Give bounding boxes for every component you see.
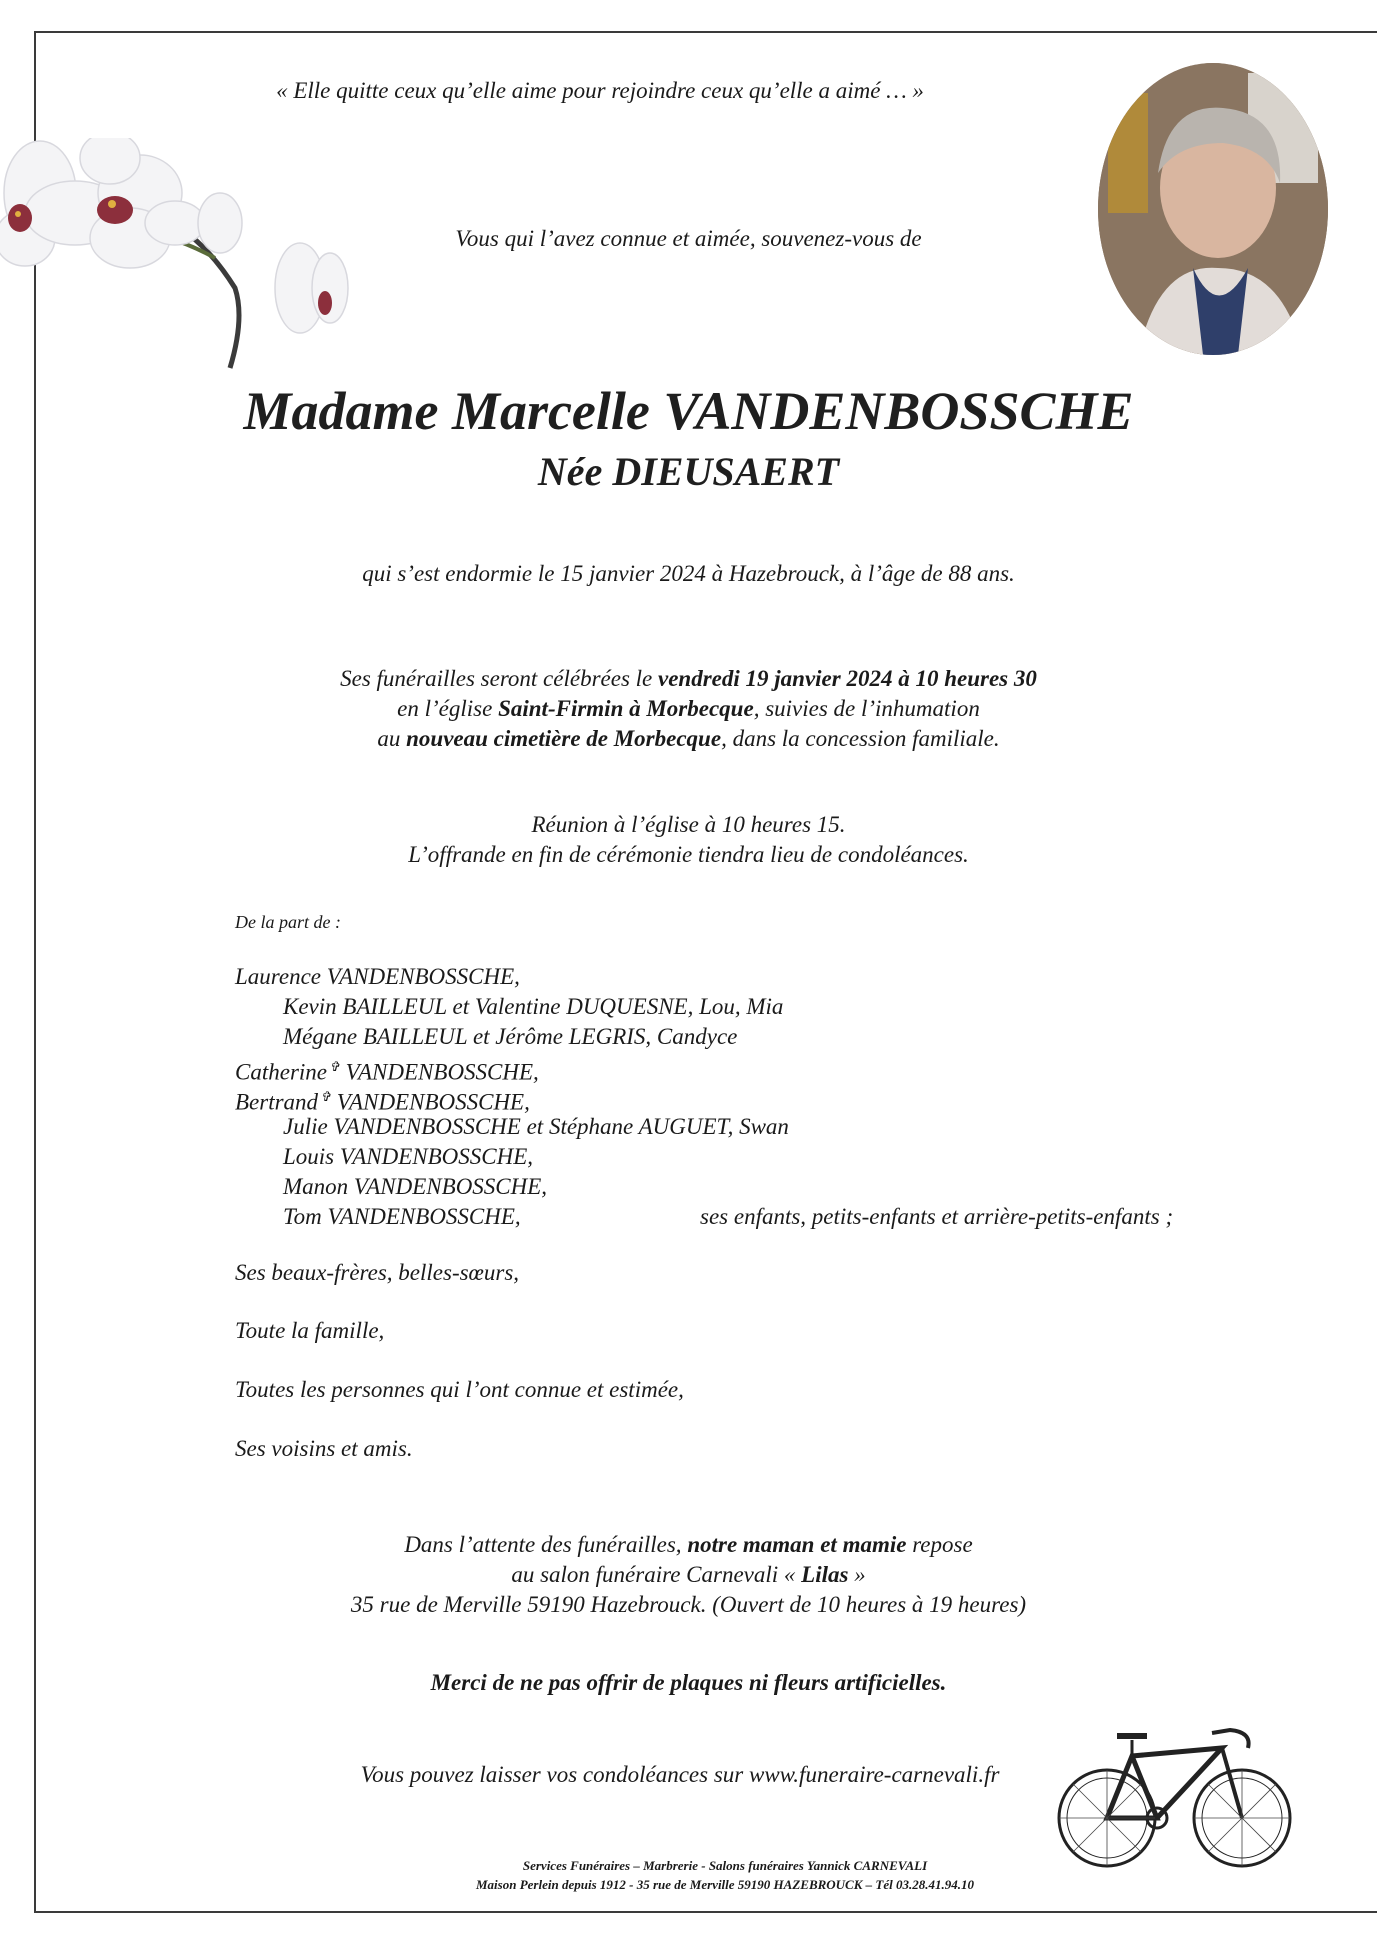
family-member-surname: VANDENBOSSCHE,	[339, 1059, 539, 1085]
no-flowers-notice: Merci de ne pas offrir de plaques ni fleurs artificielles.	[430, 1670, 947, 1695]
family-member-name: Louis VANDENBOSSCHE,	[283, 1144, 534, 1169]
family-member-name: Catherine	[235, 1059, 327, 1085]
repose-mother-label: notre maman et mamie	[687, 1532, 907, 1557]
orchid-flower-icon	[0, 138, 350, 373]
family-relation: ses enfants, petits-enfants et arrière-petits-enfants ;	[700, 1204, 1174, 1229]
funeral-line-3-end: , dans la concession familiale.	[721, 726, 1000, 751]
family-member-name: Kevin BAILLEUL et Valentine DUQUESNE, Lou, Mia	[283, 994, 784, 1019]
funeral-line-3	[0, 724, 1377, 754]
family-member	[235, 1142, 1235, 1172]
reunion-line-1: Réunion à l’église à 10 heures 15.	[531, 812, 846, 837]
in-laws-line: Ses beaux-frères, belles-sœurs,	[235, 1260, 520, 1285]
condolences-website: Vous pouvez laisser vos condoléances sur www.funeraire-carnevali.fr	[360, 1762, 1000, 1787]
salon-address: 35 rue de Merville 59190 Hazebrouck. (Ouvert de 10 heures à 19 heures)	[350, 1592, 1027, 1617]
family-member	[235, 1022, 1235, 1052]
from-label: De la part de :	[235, 912, 341, 932]
funeral-line-3-text: au	[377, 726, 407, 751]
funeral-date: vendredi 19 janvier 2024 à 10 heures 30	[658, 666, 1037, 691]
footer-company: Services Funéraires – Marbrerie - Salons funéraires Yannick CARNEVALI	[522, 1858, 928, 1873]
portrait-figure-icon	[1098, 63, 1328, 355]
funeral-line-2-end: , suivies de l’inhumation	[753, 696, 980, 721]
epigraph-quote: « Elle quitte ceux qu’elle aime pour rejoindre ceux qu’elle a aimé … »	[276, 78, 924, 103]
footer-address: Maison Perlein depuis 1912 - 35 rue de Merville 59190 HAZEBROUCK – Tél 03.28.41.94.10	[476, 1877, 974, 1892]
family-member-name: Laurence VANDENBOSSCHE,	[235, 964, 520, 989]
funeral-church: Saint-Firmin à Morbecque	[498, 696, 754, 721]
repose-line-1-text: Dans l’attente des funérailles,	[404, 1532, 688, 1557]
funeral-cemetery: nouveau cimetière de Morbecque	[406, 726, 722, 751]
funeral-line-1	[0, 664, 1377, 694]
repose-line-1	[0, 1530, 1377, 1560]
deceased-cross-icon: ✞	[320, 1089, 331, 1104]
family-member	[235, 992, 1235, 1022]
funeral-line-2-text: en l’église	[397, 696, 499, 721]
neighbours-line: Ses voisins et amis.	[235, 1436, 413, 1461]
reunion-line-2: L’offrande en fin de cérémonie tiendra lieu de condoléances.	[408, 842, 969, 867]
deceased-name: Madame Marcelle VANDENBOSSCHE	[243, 381, 1134, 441]
family-member	[235, 1172, 1235, 1202]
repose-line-2	[0, 1560, 1377, 1590]
repose-line-2-end: »	[848, 1562, 866, 1587]
family-member-name: Mégane BAILLEUL et Jérôme LEGRIS, Candyce	[283, 1024, 738, 1049]
funeral-details	[0, 664, 1377, 754]
death-notice: qui s’est endormie le 15 janvier 2024 à Hazebrouck, à l’âge de 88 ans.	[362, 561, 1015, 586]
repose-line-2-text: au salon funéraire Carnevali «	[511, 1562, 802, 1587]
intro-text: Vous qui l’avez connue et aimée, souvenez-vous de	[455, 226, 922, 251]
family-member	[235, 1082, 1235, 1115]
reunion-details	[0, 810, 1377, 870]
family-member-name: Julie VANDENBOSSCHE et Stéphane AUGUET, Swan	[283, 1114, 789, 1139]
funeral-line-2	[0, 694, 1377, 724]
deceased-birth-name: Née DIEUSAERT	[537, 449, 840, 494]
deceased-portrait-photo	[1098, 63, 1328, 355]
funeral-line-1-text: Ses funérailles seront célébrées le	[340, 666, 658, 691]
family-member-name: Tom VANDENBOSSCHE,	[283, 1204, 521, 1229]
family-line: Toute la famille,	[235, 1318, 385, 1343]
acquaintances-line: Toutes les personnes qui l’ont connue et estimée,	[235, 1377, 684, 1402]
salon-name: Lilas	[801, 1562, 849, 1587]
deceased-cross-icon: ✞	[329, 1059, 340, 1074]
bicycle-icon	[1052, 1718, 1298, 1873]
family-member-surname: VANDENBOSSCHE,	[330, 1089, 530, 1115]
family-member	[235, 962, 1235, 992]
family-list	[235, 962, 1235, 1232]
family-member	[235, 1052, 1235, 1085]
repose-line-1-end: repose	[906, 1532, 973, 1557]
family-member-name: Bertrand	[235, 1089, 319, 1115]
viewing-details	[0, 1530, 1377, 1620]
family-member-name: Manon VANDENBOSSCHE,	[283, 1174, 548, 1199]
family-member	[235, 1202, 1235, 1232]
family-member	[235, 1112, 1235, 1142]
